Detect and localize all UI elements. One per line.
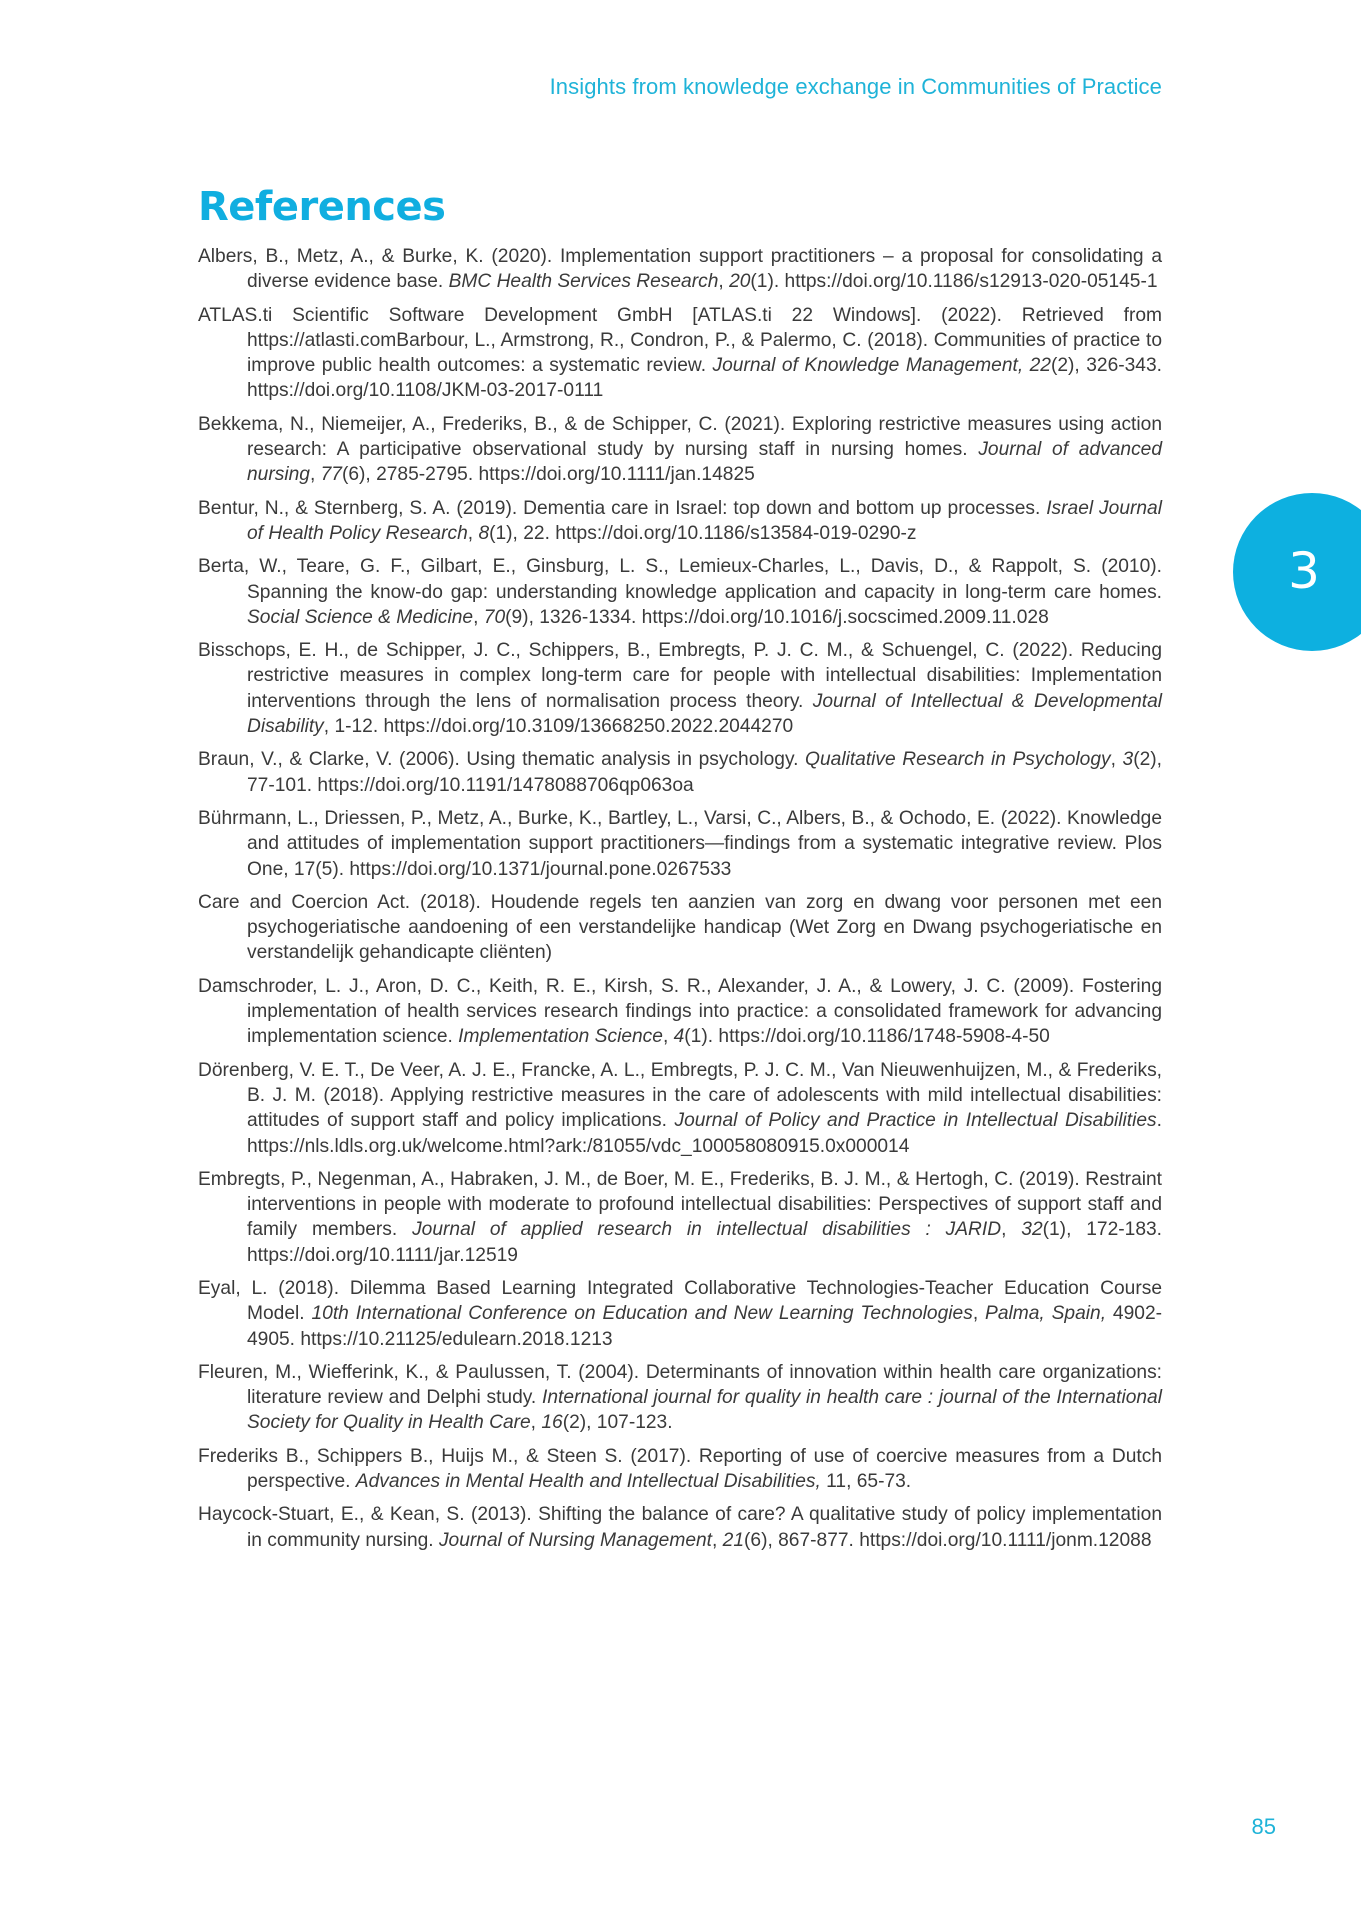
reference-text-segment: Care and Coercion Act. (2018). Houdende regels ten aanzien van zorg en dwang voor personen met een psychogeriatische aandoening of een verstandelijke handicap (Wet Zorg en Dwang psychogeriatische en verstandelijk gehandicapte cliënten): [198, 891, 1162, 964]
reference-text-segment: 11, 65-73.: [820, 1471, 912, 1493]
reference-italic-segment: 70: [483, 606, 506, 628]
reference-italic-segment: Journal of Intellectual & Developmental Disability: [247, 690, 1163, 738]
reference-text-segment: ,: [718, 271, 730, 293]
reference-italic-segment: 8: [478, 522, 490, 544]
reference-entry: [198, 1360, 1162, 1436]
reference-italic-segment: 4: [673, 1026, 685, 1048]
reference-entry: [198, 496, 1162, 547]
reference-entry: [198, 1167, 1162, 1268]
reference-text-segment: , 1-12. https://doi.org/10.3109/13668250.2022.2044270: [323, 716, 794, 738]
reference-italic-segment: Advances in Mental Health and Intellectual Disabilities,: [355, 1471, 821, 1493]
reference-italic-segment: 16: [541, 1412, 563, 1434]
reference-italic-segment: Journal of applied research in intellectual disabilities : JARID: [412, 1219, 1002, 1241]
reference-entry: [198, 303, 1162, 404]
reference-italic-segment: Social Science & Medicine: [247, 606, 474, 628]
reference-entry: [198, 1276, 1162, 1352]
reference-text-segment: (6), 2785-2795. https://doi.org/10.1111/jan.14825: [341, 464, 755, 486]
reference-italic-segment: 21: [722, 1529, 745, 1551]
reference-text-segment: ,: [530, 1412, 542, 1434]
reference-italic-segment: Journal of Nursing Management: [438, 1529, 712, 1551]
reference-italic-segment: 3: [1122, 749, 1134, 771]
reference-text-segment: (1). https://doi.org/10.1186/s12913-020-05145-1: [750, 271, 1158, 293]
reference-text-segment: ,: [972, 1303, 986, 1325]
reference-text-segment: (6), 867-877. https://doi.org/10.1111/jonm.12088: [744, 1529, 1152, 1551]
reference-italic-segment: Palma, Spain,: [985, 1303, 1107, 1325]
reference-text-segment: 4902-4905. https://10.21125/edulearn.2018.1213: [247, 1303, 1163, 1350]
reference-text-segment: ,: [662, 1026, 674, 1048]
reference-italic-segment: Implementation Science: [458, 1026, 663, 1048]
running-header: Insights from knowledge exchange in Communities of Practice: [549, 74, 1162, 99]
reference-text-segment: . https://nls.ldls.org.uk/welcome.html?ark:/81055/vdc_100058080915.0x000014: [247, 1110, 1162, 1157]
reference-text-segment: Eyal, L. (2018). Dilemma Based Learning Integrated Collaborative Technologies-Teacher Education Course Model.: [198, 1277, 1162, 1325]
reference-text-segment: Bekkema, N., Niemeijer, A., Frederiks, B., & de Schipper, C. (2021). Exploring restrictive measures using action research: A participative observational study by nursing staff in nursing homes.: [198, 413, 1162, 461]
reference-italic-segment: 10th International Conference on Education and New Learning Technologies: [311, 1303, 973, 1325]
chapter-number: 3: [1288, 542, 1320, 600]
reference-text-segment: ,: [309, 464, 321, 486]
reference-entry: [198, 638, 1162, 739]
reference-text-segment: Haycock-Stuart, E., & Kean, S. (2013). Shifting the balance of care? A qualitative study of policy implementation in community nursing.: [198, 1504, 1162, 1551]
reference-text-segment: (2), 77-101. https://doi.org/10.1191/1478088706qp063oa: [247, 749, 1162, 796]
reference-italic-segment: Journal of Knowledge Management, 22: [712, 355, 1051, 377]
reference-entry: [198, 244, 1162, 295]
reference-text-segment: (1), 22. https://doi.org/10.1186/s13584-019-0290-z: [489, 522, 917, 544]
reference-italic-segment: Journal of advanced nursing: [247, 439, 1163, 486]
reference-text-segment: (2), 326-343. https://doi.org/10.1108/JKM-03-2017-0111: [247, 355, 1162, 402]
reference-text-segment: (9), 1326-1334. https://doi.org/10.1016/j.socscimed.2009.11.028: [505, 606, 1049, 628]
reference-text-segment: (1), 172-183. https://doi.org/10.1111/jar.12519: [247, 1219, 1162, 1266]
reference-text-segment: ,: [1001, 1219, 1022, 1241]
reference-entry: [198, 1058, 1162, 1159]
reference-entry: [198, 554, 1162, 630]
reference-text-segment: Frederiks B., Schippers B., Huijs M., & Steen S. (2017). Reporting of use of coercive measures from a Dutch perspective.: [198, 1445, 1162, 1493]
reference-entry: [198, 974, 1162, 1050]
reference-text-segment: (1). https://doi.org/10.1186/1748-5908-4-50: [684, 1026, 1050, 1048]
reference-text-segment: ,: [1110, 749, 1123, 771]
reference-text-segment: Damschroder, L. J., Aron, D. C., Keith, R. E., Kirsh, S. R., Alexander, J. A., & Lowery, J. C. (2009). Fostering implementation of health services research findings into practice: a consolidated framework for advancing implementation science.: [198, 975, 1162, 1048]
reference-text-segment: Albers, B., Metz, A., & Burke, K. (2020). Implementation support practitioners – a proposal for consolidating a diverse evidence base.: [198, 246, 1162, 293]
reference-text-segment: Dörenberg, V. E. T., De Veer, A. J. E., Francke, A. L., Embregts, P. J. C. M., Van Nieuwenhuijzen, M., & Frederiks, B. J. M. (2018). Applying restrictive measures in the care of adolescents with mild intellectual disabilities: attitudes of support staff and policy implications.: [198, 1059, 1162, 1132]
reference-italic-segment: 20: [729, 271, 751, 293]
reference-text-segment: Bührmann, L., Driessen, P., Metz, A., Burke, K., Bartley, L., Varsi, C., Albers, B., & Ochodo, E. (2022). Knowledge and attitudes of implementation support practitioners—findings from a systematic integrative review. Plos One, 17(5). https://doi.org/10.1371/journal.pone.0267533: [198, 807, 1162, 880]
reference-entry: [198, 747, 1162, 798]
reference-italic-segment: Journal of Policy and Practice in Intellectual Disabilities: [674, 1110, 1157, 1132]
reference-text-segment: (2), 107-123.: [562, 1412, 673, 1434]
page-title: References: [198, 184, 446, 230]
reference-text-segment: Embregts, P., Negenman, A., Habraken, J. M., de Boer, M. E., Frederiks, B. J. M., & Hertogh, C. (2019). Restraint interventions in people with moderate to profound intellectual disabilities: Perspectives of support staff and family members.: [198, 1168, 1162, 1241]
reference-entry: [198, 806, 1162, 882]
reference-italic-segment: BMC Health Services Research: [448, 271, 719, 293]
reference-entry: [198, 1444, 1162, 1495]
reference-entry: [198, 1502, 1162, 1553]
reference-list: [198, 244, 1162, 1561]
reference-text-segment: ATLAS.ti Scientific Software Development GmbH [ATLAS.ti 22 Windows]. (2022). Retrieved from https://atlasti.comBarbour, L., Armstrong, R., Condron, P., & Palermo, C. (2018). Communities of practice to improve public health outcomes: a systematic review.: [198, 304, 1162, 377]
reference-italic-segment: Israel Journal of Health Policy Research: [247, 497, 1162, 544]
reference-text-segment: Bentur, N., & Sternberg, S. A. (2019). Dementia care in Israel: top down and bottom up processes.: [198, 497, 1047, 519]
reference-text-segment: ,: [467, 522, 479, 544]
reference-entry: [198, 412, 1162, 488]
reference-text-segment: ,: [712, 1529, 723, 1551]
reference-text-segment: Berta, W., Teare, G. F., Gilbart, E., Ginsburg, L. S., Lemieux-Charles, L., Davis, D., & Rappolt, S. (2010). Spanning the know-do gap: understanding knowledge application and capacity in long-term care homes.: [198, 556, 1162, 603]
reference-text-segment: ,: [473, 606, 484, 628]
reference-text-segment: Bisschops, E. H., de Schipper, J. C., Schippers, B., Embregts, P. J. C. M., & Schuengel, C. (2022). Reducing restrictive measures in complex long-term care for people with intellectual disabilities: Implementation interventions through the lens of normalisation process theory.: [198, 640, 1162, 712]
reference-italic-segment: International journal for quality in health care : journal of the International Society for Quality in Health Care: [247, 1387, 1162, 1434]
reference-italic-segment: Qualitative Research in Psychology: [805, 749, 1111, 771]
reference-text-segment: Braun, V., & Clarke, V. (2006). Using thematic analysis in psychology.: [198, 749, 806, 771]
page-number: 85: [1251, 1814, 1276, 1839]
reference-italic-segment: 77: [320, 464, 342, 486]
reference-entry: [198, 890, 1162, 966]
reference-italic-segment: 32: [1021, 1219, 1043, 1241]
reference-text-segment: Fleuren, M., Wiefferink, K., & Paulussen, T. (2004). Determinants of innovation within health care organizations: literature review and Delphi study.: [198, 1361, 1162, 1409]
